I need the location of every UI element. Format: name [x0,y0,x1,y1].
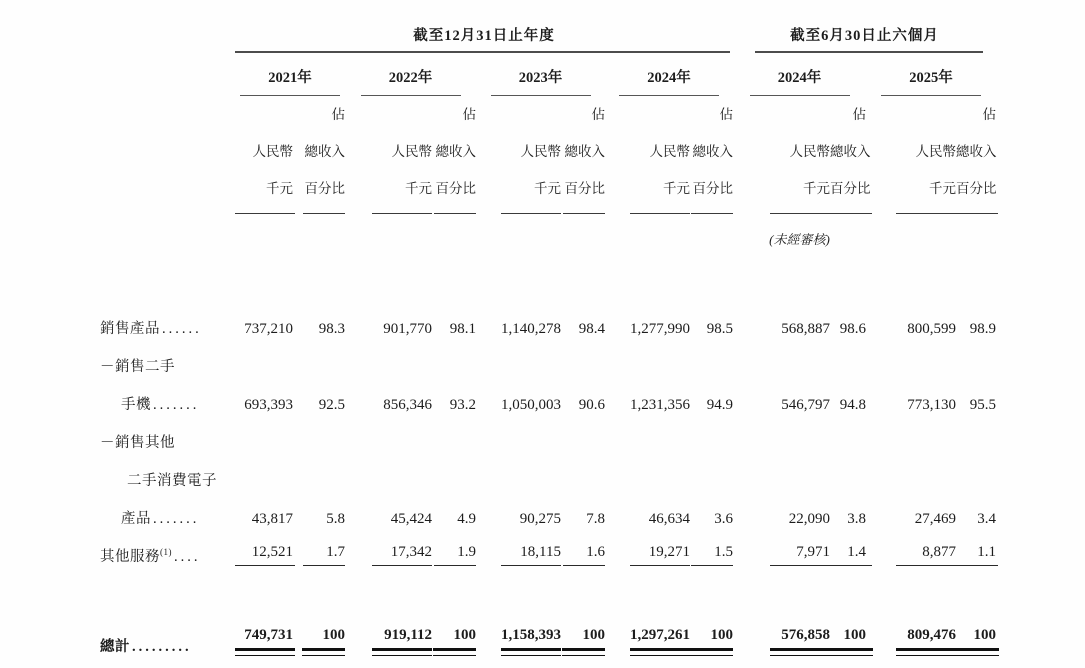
double-rule [302,648,345,656]
col-header-rmb: 人民幣 千元 [605,96,690,214]
value-cell: 98.6 [839,321,866,337]
col-header-pct: 佔 總收入 百分比 [561,96,605,214]
value-cell: 98.3 [318,321,345,337]
double-rule [433,648,476,656]
col-header-pct: 佔 總收入 百分比 [830,96,866,214]
value-cell: 1,140,278 [501,321,561,337]
value-cell: 7,971 [733,528,830,566]
total-cell: 100 [293,608,345,656]
double-rule [770,648,830,656]
dot-leader: ...... [162,321,202,337]
year-2023 [476,53,605,96]
row-label: 其他服務$^{(1)}$ .... [100,547,201,565]
value-cell: 90.6 [578,397,605,413]
double-rule [501,648,561,656]
double-rule [562,648,605,656]
value-cell: 1.1 [956,528,996,566]
row-label: 二手消費電子 [127,473,217,489]
dot-leader: ....... [153,397,200,413]
total-cell: 100 [690,608,733,656]
spacer [100,566,996,608]
table-row-other-services [100,528,996,566]
year-2025-interim [866,53,996,96]
value-cell: 45,424 [390,511,432,527]
value-cell: 901,770 [383,321,432,337]
total-cell: 749,731 [235,608,293,656]
value-cell: 7.8 [586,511,605,527]
value-cell: 93.2 [449,397,476,413]
value-cell: 546,797 [781,397,830,413]
value-cell: 773,130 [907,397,956,413]
value-cell: 17,342 [345,528,432,566]
table-row-products [100,490,996,528]
value-cell: 5.8 [326,511,345,527]
value-cell: 18,115 [476,528,561,566]
year-underline [881,95,981,96]
period-annual-header [235,10,733,53]
spacer [100,248,996,300]
value-cell: 90,275 [519,511,561,527]
double-rule [372,648,432,656]
value-cell: 1,231,356 [630,397,690,413]
row-label: 銷售產品 ...... [100,321,202,337]
year-label: 2021年 [268,70,312,86]
year-2021 [235,53,345,96]
value-cell: 4.9 [457,511,476,527]
row-label: －銷售其他 [100,435,175,451]
value-cell: 43,817 [251,511,293,527]
total-cell: 809,476 [866,608,956,656]
col-header-rmb: 人民幣 千元 [733,96,830,214]
value-cell: 98.4 [578,321,605,337]
unaudited-note: (未經審核) [769,232,830,247]
value-cell: 1.7 [293,528,345,566]
row-label: －銷售二手 [100,359,175,375]
double-rule [235,648,295,656]
value-cell: 568,887 [781,321,830,337]
value-cell: 19,271 [605,528,690,566]
value-cell: 98.9 [969,321,996,337]
double-rule [956,648,999,656]
value-cell: 92.5 [318,397,345,413]
dot-leader: ......... [132,639,192,655]
col-header-pct: 佔 總收入 百分比 [956,96,996,214]
double-rule [896,648,956,656]
unaudited-note-row [100,214,996,248]
value-cell: 27,469 [914,511,956,527]
value-cell: 3.8 [847,511,866,527]
table-row-mobile-phones [100,376,996,414]
double-rule [690,648,733,656]
col-header-rmb: 人民幣 千元 [345,96,432,214]
value-cell: 1,050,003 [501,397,561,413]
year-underline [750,95,850,96]
year-2024-interim [733,53,866,96]
value-cell: 693,393 [244,397,293,413]
period-header-row [100,10,996,53]
year-header-row [100,53,996,96]
year-label: 2024年 [777,70,822,86]
col-header-rmb: 人民幣 千元 [866,96,956,214]
table-row-sales-other-label [100,414,996,452]
row-label: 手機 ....... [121,397,200,413]
col-header-pct: 佔 總收入 百分比 [432,96,476,214]
year-underline [619,95,719,96]
value-cell: 1.4 [830,528,866,566]
year-label: 2022年 [388,70,433,86]
total-row [100,608,996,656]
dot-leader: ....... [153,511,200,527]
year-underline [491,95,591,96]
table-row-sales-of-products [100,300,996,338]
corner-cell [100,10,235,53]
double-rule [630,648,690,656]
table-row-sales-secondhand-label [100,338,996,376]
value-cell: 94.9 [706,397,733,413]
row-label: 總計 ......... [100,639,192,655]
col-header-rmb: 人民幣 千元 [235,96,293,214]
value-cell: 22,090 [788,511,830,527]
value-cell: 46,634 [648,511,690,527]
dot-leader: .... [174,549,201,565]
value-cell: 98.1 [449,321,476,337]
value-cell: 1,277,990 [630,321,690,337]
col-header-pct: 佔 總收入 百分比 [293,96,345,214]
total-cell: 919,112 [345,608,432,656]
value-cell: 737,210 [244,321,293,337]
table-row-secondhand-electronics-label [100,452,996,490]
value-cell: 3.6 [714,511,733,527]
year-2022 [345,53,476,96]
col-header-rmb: 人民幣 千元 [476,96,561,214]
footnote-marker: (1) [160,547,172,558]
value-cell: 94.8 [839,397,866,413]
value-cell: 1.5 [690,528,733,566]
value-cell: 1.9 [432,528,476,566]
value-cell: 856,346 [383,397,432,413]
total-cell: 100 [956,608,996,656]
period-interim-header [733,10,996,53]
total-cell: 100 [432,608,476,656]
total-cell: 100 [830,608,866,656]
year-label: 2024年 [647,70,691,86]
total-cell: 100 [561,608,605,656]
revenue-breakdown-table [100,10,996,656]
value-cell: 12,521 [235,528,293,566]
value-cell: 800,599 [907,321,956,337]
value-cell: 8,877 [866,528,956,566]
value-cell: 98.5 [706,321,733,337]
total-cell: 576,858 [733,608,830,656]
row-label: 產品 ....... [121,511,200,527]
period-interim-title: 截至6月30日止六個月 [790,28,939,44]
value-cell: 95.5 [969,397,996,413]
total-cell: 1,297,261 [605,608,690,656]
col-header-pct: 佔 總收入 百分比 [690,96,733,214]
value-cell: 1.6 [561,528,605,566]
year-label: 2025年 [909,70,953,86]
year-2024 [605,53,733,96]
column-header-row [100,96,996,214]
year-underline [361,95,461,96]
period-annual-title: 截至12月31日止年度 [413,28,555,44]
year-label: 2023年 [518,70,563,86]
total-cell: 1,158,393 [476,608,561,656]
value-cell: 3.4 [977,511,996,527]
